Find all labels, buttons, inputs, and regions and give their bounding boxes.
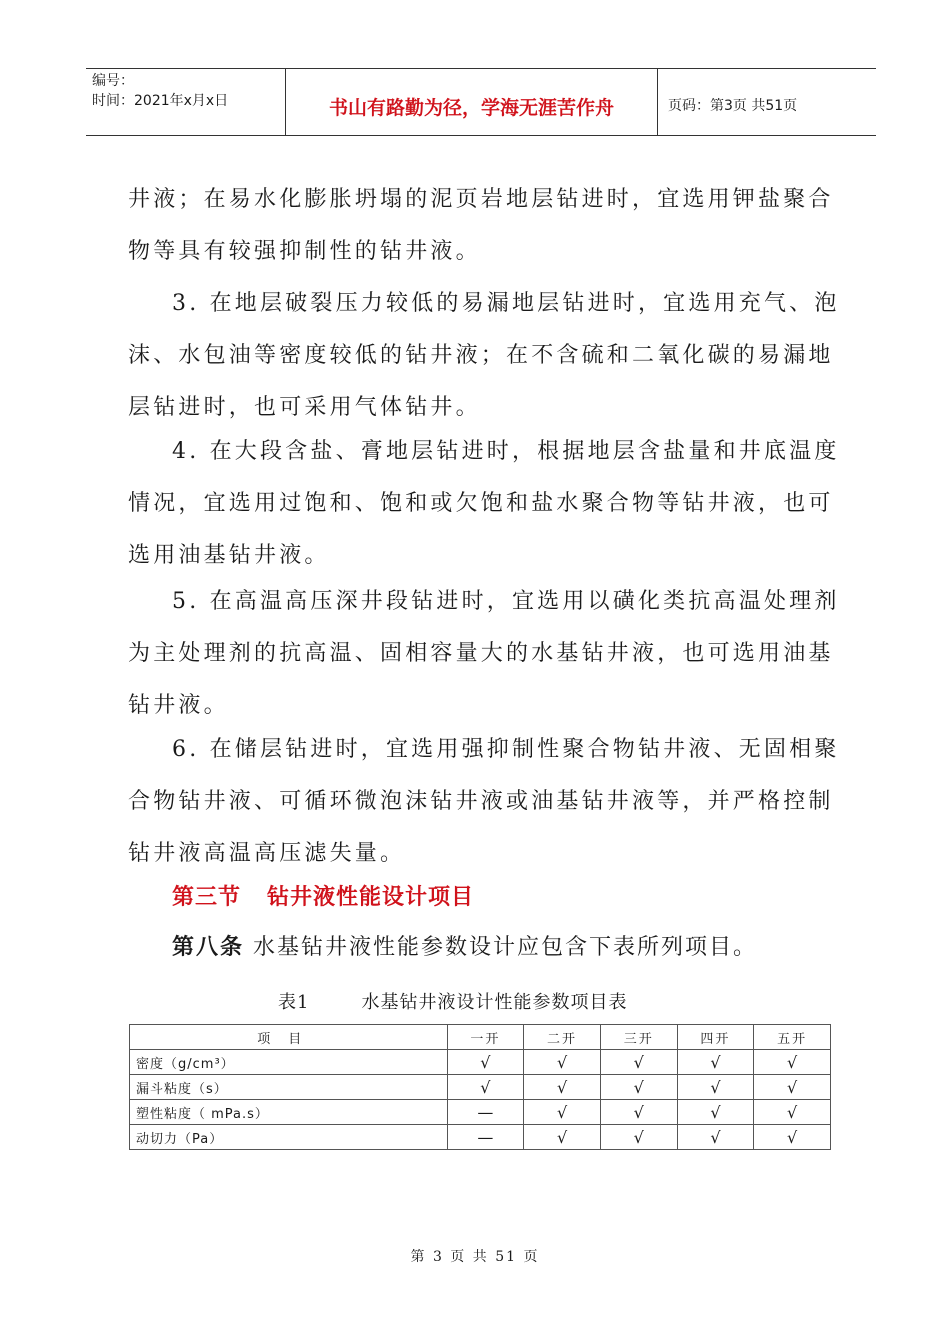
table-header-row: [130, 1025, 831, 1050]
article-8: [172, 930, 757, 961]
table-row: [130, 1075, 831, 1100]
parameters-table: [129, 1024, 831, 1150]
page-header: [86, 68, 876, 136]
paragraph-continuation: 井液；在易水化膨胀坍塌的泥页岩地层钻进时，宜选用钾盐聚合物等具有较强抑制性的钻井液。: [128, 187, 834, 264]
row-mark: √: [524, 1050, 601, 1075]
row-mark: √: [447, 1075, 524, 1100]
column-header-stage-3: 三开: [600, 1025, 677, 1050]
row-mark: √: [754, 1100, 831, 1125]
section-heading: [172, 880, 474, 911]
row-mark: —: [447, 1100, 524, 1125]
row-mark: √: [600, 1100, 677, 1125]
row-mark: √: [754, 1075, 831, 1100]
column-header-stage-4: 四开: [677, 1025, 754, 1050]
row-mark: √: [600, 1125, 677, 1150]
table-row: [130, 1100, 831, 1125]
table-row: [130, 1125, 831, 1150]
row-label: 漏斗粘度（s）: [130, 1075, 448, 1100]
row-label: 动切力（Pa）: [130, 1125, 448, 1150]
section-title: 钻井液性能设计项目: [267, 885, 475, 910]
column-header-stage-1: 一开: [447, 1025, 524, 1050]
table-caption: [278, 988, 627, 1014]
article-number: 第八条: [172, 935, 245, 960]
row-mark: √: [677, 1075, 754, 1100]
column-header-stage-2: 二开: [524, 1025, 601, 1050]
row-label: 密度（g/cm³）: [130, 1050, 448, 1075]
header-meta: [86, 69, 286, 135]
header-page-info: 页码：第3页 共51页: [668, 98, 798, 114]
row-mark: —: [447, 1125, 524, 1150]
article-text: 水基钻井液性能参数设计应包含下表所列项目。: [253, 935, 758, 960]
table-number: 表1: [278, 992, 310, 1013]
header-motto: 书山有路勤为径，学海无涯苦作舟: [286, 69, 658, 135]
section-number: 第三节: [172, 885, 242, 910]
table-row: [130, 1050, 831, 1075]
serial-label: 编号：: [92, 73, 134, 89]
row-mark: √: [754, 1050, 831, 1075]
row-mark: √: [677, 1100, 754, 1125]
paragraph-item-6: 6. 在储层钻进时，宜选用强抑制性聚合物钻井液、无固相聚合物钻井液、可循环微泡沫钻井液或油基钻井液等，并严格控制钻井液高温高压滤失量。: [128, 737, 840, 866]
paragraph-item-5: 5. 在高温高压深井段钻进时，宜选用以磺化类抗高温处理剂为主处理剂的抗高温、固相容量大的水基钻井液，也可选用油基钻井液。: [128, 589, 840, 718]
row-mark: √: [677, 1125, 754, 1150]
page-footer: 第 3 页 共 51 页: [410, 1249, 540, 1265]
row-label: 塑性粘度（ mPa.s）: [130, 1100, 448, 1125]
row-mark: √: [754, 1125, 831, 1150]
row-mark: √: [447, 1050, 524, 1075]
row-mark: √: [600, 1075, 677, 1100]
column-header-item: 项目: [130, 1025, 448, 1050]
row-mark: √: [600, 1050, 677, 1075]
paragraph-item-3: 3. 在地层破裂压力较低的易漏地层钻进时，宜选用充气、泡沫、水包油等密度较低的钻井液；在不含硫和二氧化碳的易漏地层钻进时，也可采用气体钻井。: [128, 291, 840, 420]
column-header-stage-5: 五开: [754, 1025, 831, 1050]
table-title: 水基钻井液设计性能参数项目表: [361, 992, 628, 1013]
time-label: 时间：2021年x月x日: [92, 93, 229, 109]
paragraph-item-4: 4. 在大段含盐、膏地层钻进时，根据地层含盐量和井底温度情况，宜选用过饱和、饱和或欠饱和盐水聚合物等钻井液，也可选用油基钻井液。: [128, 439, 840, 568]
row-mark: √: [524, 1100, 601, 1125]
row-mark: √: [677, 1050, 754, 1075]
row-mark: √: [524, 1075, 601, 1100]
row-mark: √: [524, 1125, 601, 1150]
